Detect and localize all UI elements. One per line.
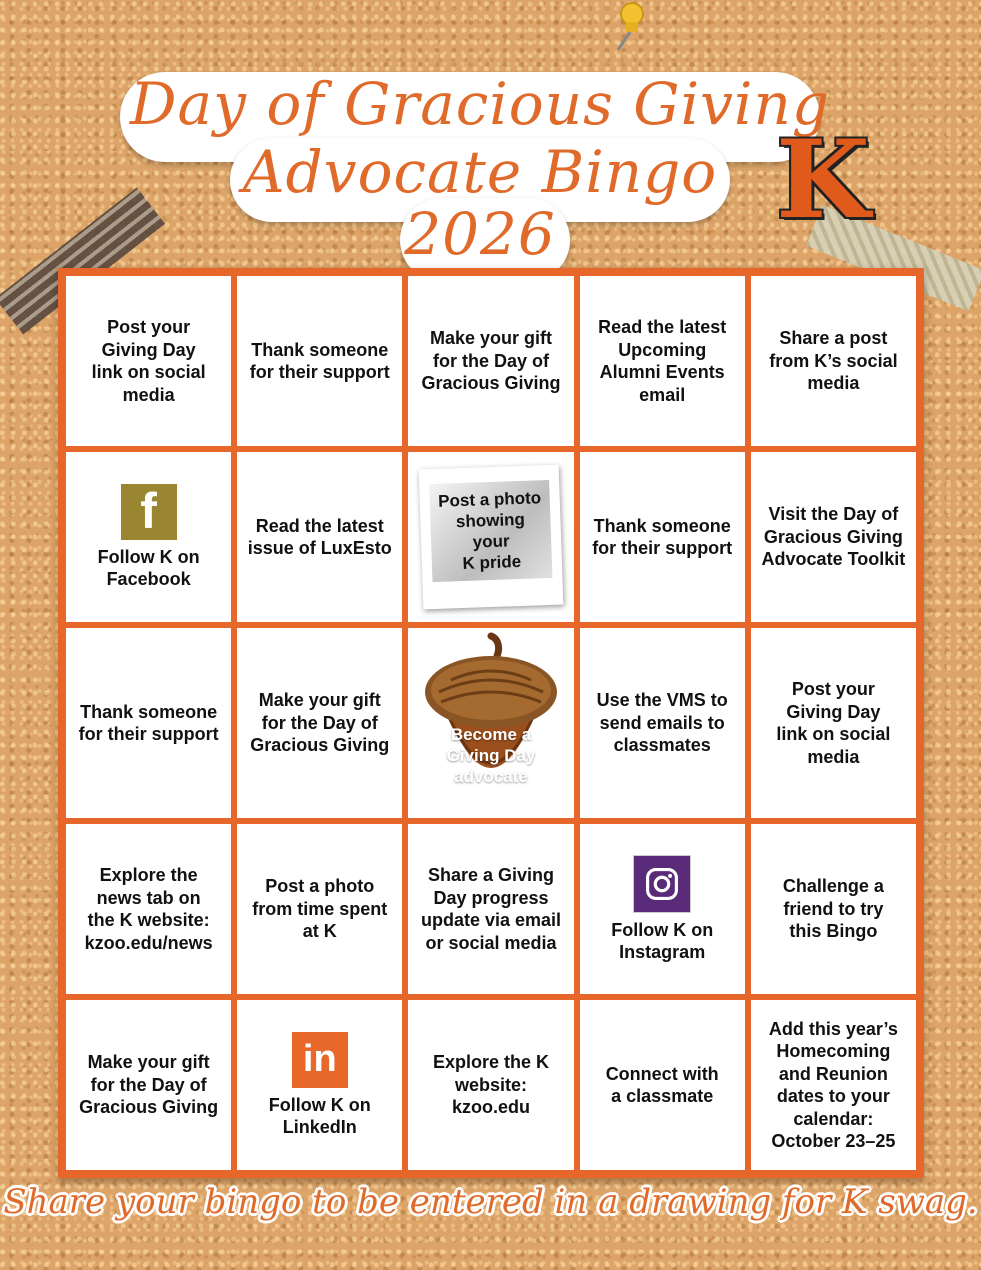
bingo-cell[interactable]: [580, 276, 745, 446]
bingo-cell-text: Post a photo from time spent at K: [252, 876, 388, 942]
bingo-cell-text: Thank someone for their support: [249, 339, 390, 382]
bingo-cell[interactable]: [580, 452, 745, 622]
bingo-cell-text: Connect with a classmate: [605, 1063, 719, 1106]
bingo-cell-text: Make your gift for the Day of Gracious Giving: [250, 690, 390, 756]
bingo-cell-text: Share a Giving Day progress update via email or social media: [420, 865, 562, 953]
bingo-cell-text: Post a photo showing your K pride: [429, 480, 552, 582]
bingo-cell-text: Become a Giving Day advocate: [446, 725, 536, 786]
footer-text: Share your bingo to be entered in a drawing for K swag.: [3, 1182, 978, 1222]
bingo-cell-text: Add this year’s Homecoming and Reunion dates to your calendar: October 23–25: [768, 1018, 898, 1151]
bingo-grid: [58, 268, 924, 1178]
bingo-cell-text: Follow K on Facebook: [97, 546, 200, 589]
bingo-cell-text: Post your Giving Day link on social media: [91, 317, 206, 405]
bingo-cell[interactable]: [751, 452, 916, 622]
bingo-cell-text: Explore the K website: kzoo.edu: [432, 1052, 549, 1118]
title-line-3: 2026: [404, 200, 556, 268]
pushpin-icon: [606, 0, 654, 52]
bingo-cell-text: Explore the news tab on the K website: kzoo.edu/news: [84, 865, 213, 953]
bingo-cell[interactable]: [66, 276, 231, 446]
bingo-cell[interactable]: [580, 628, 745, 818]
bingo-cell-text: Follow K on LinkedIn: [268, 1094, 371, 1137]
bingo-cell[interactable]: [237, 824, 402, 994]
bingo-cell[interactable]: [751, 276, 916, 446]
bingo-cell[interactable]: [408, 628, 573, 818]
bingo-cell[interactable]: [408, 1000, 573, 1170]
bingo-cell-text: Use the VMS to send emails to classmates: [596, 690, 728, 756]
bingo-cell[interactable]: [237, 628, 402, 818]
facebook-icon[interactable]: f: [121, 484, 177, 540]
bingo-cell-text: Share a post from K’s social media: [769, 328, 898, 394]
bingo-cell-text: Thank someone for their support: [78, 701, 219, 744]
bingo-cell[interactable]: [66, 452, 231, 622]
bingo-cell[interactable]: [580, 1000, 745, 1170]
acorn-icon: [411, 628, 571, 818]
bingo-cell[interactable]: [408, 452, 573, 622]
bingo-cell-text: Read the latest issue of LuxEsto: [247, 515, 392, 558]
bingo-cell[interactable]: [751, 824, 916, 994]
title-line-2: Advocate Bingo: [242, 138, 718, 206]
bingo-cell[interactable]: [237, 452, 402, 622]
bingo-cell-text: Make your gift for the Day of Gracious Giving: [421, 328, 561, 394]
bingo-cell[interactable]: [237, 1000, 402, 1170]
bingo-cell[interactable]: [751, 1000, 916, 1170]
bingo-cell-text: Challenge a friend to try this Bingo: [782, 876, 884, 942]
polaroid-photo: [419, 465, 564, 610]
bingo-cell-text: Make your gift for the Day of Gracious Giving: [79, 1052, 219, 1118]
instagram-icon[interactable]: [633, 855, 691, 913]
bingo-cell[interactable]: [408, 276, 573, 446]
bingo-cell[interactable]: [408, 824, 573, 994]
bingo-cell[interactable]: [66, 628, 231, 818]
bingo-cell-text: Visit the Day of Gracious Giving Advocate Toolkit: [761, 504, 906, 570]
k-logo: K: [776, 117, 870, 243]
bingo-cell[interactable]: [66, 824, 231, 994]
title-banner: [100, 20, 860, 290]
linkedin-icon[interactable]: in: [292, 1032, 348, 1088]
bingo-cell-text: Read the latest Upcoming Alumni Events email: [598, 317, 727, 405]
bingo-cell-text: Post your Giving Day link on social media: [776, 679, 891, 767]
bingo-cell-text: Follow K on Instagram: [611, 919, 714, 962]
bingo-cell[interactable]: [66, 1000, 231, 1170]
bingo-cell[interactable]: [237, 276, 402, 446]
bingo-cell[interactable]: [580, 824, 745, 994]
bingo-cell[interactable]: [751, 628, 916, 818]
title-line-1: Day of Gracious Giving: [130, 70, 830, 138]
bingo-cell-text: Thank someone for their support: [592, 515, 733, 558]
